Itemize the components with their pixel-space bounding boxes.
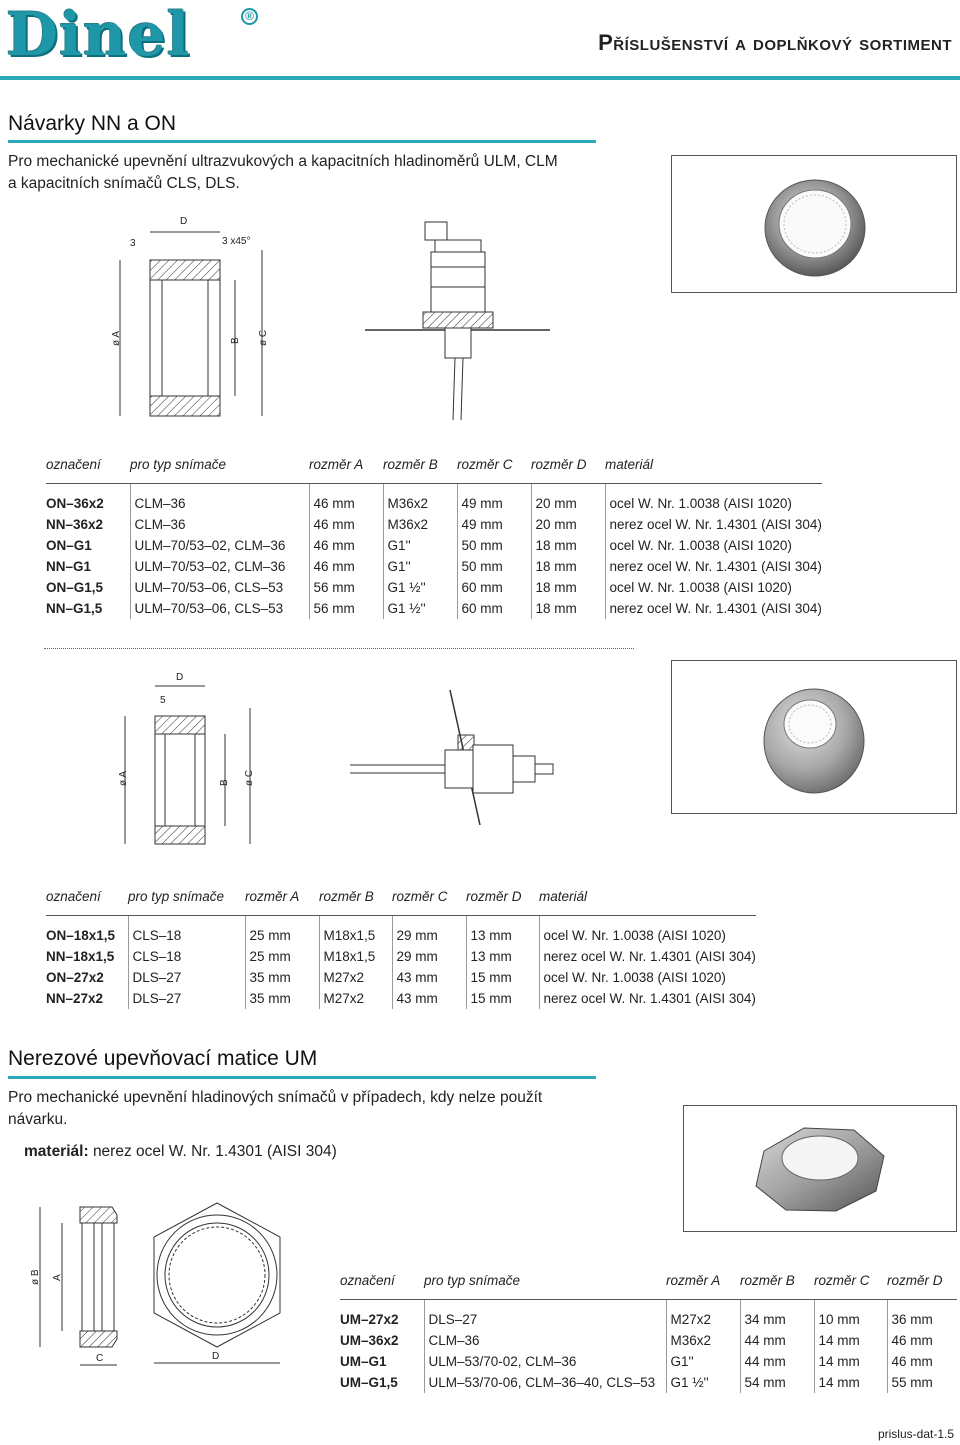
cell-code: ON–G1 — [46, 538, 92, 553]
table-header-row: označení pro typ snímače rozměr A rozměr B rozměr C rozměr D materiál — [46, 884, 756, 916]
cell-code: UM–G1,5 — [340, 1375, 398, 1390]
table-cell: CLS–18 — [128, 916, 245, 947]
table-cell: M27x2 — [319, 967, 392, 988]
table-row — [46, 535, 822, 556]
svg-text:ø C: ø C — [258, 329, 269, 346]
cell-code: NN–G1 — [46, 559, 92, 574]
table-cell: M18x1,5 — [319, 946, 392, 967]
table-cell: DLS–27 — [128, 967, 245, 988]
cell-code: UM–36x2 — [340, 1333, 399, 1348]
footer-code: prislus-dat-1.5 — [877, 1427, 954, 1441]
table-row — [46, 916, 756, 947]
table-cell: 49 mm — [457, 484, 531, 515]
table-cell: 50 mm — [457, 535, 531, 556]
table-navarky-small — [46, 884, 756, 1009]
table-cell: M27x2 — [319, 988, 392, 1009]
nut-top-view-drawing — [140, 1195, 295, 1375]
cell-code: ON–27x2 — [46, 970, 104, 985]
table-cell: G1 ½'' — [666, 1372, 740, 1393]
table-row — [46, 967, 756, 988]
svg-text:3: 3 — [130, 238, 136, 249]
table-row — [340, 1330, 957, 1351]
table-cell: 29 mm — [392, 946, 466, 967]
table-cell: nerez ocel W. Nr. 1.4301 (AISI 304) — [539, 946, 756, 967]
table-cell: 25 mm — [245, 916, 319, 947]
svg-text:5: 5 — [160, 695, 166, 706]
svg-text:B: B — [230, 337, 241, 344]
svg-text:ø A: ø A — [118, 770, 129, 786]
table-cell: nerez ocel W. Nr. 1.4301 (AISI 304) — [605, 598, 822, 619]
table-header-row: označení pro typ snímače rozměr A rozměr B rozměr C rozměr D — [340, 1268, 957, 1300]
table-cell: 46 mm — [887, 1351, 957, 1372]
table-cell: 36 mm — [887, 1300, 957, 1331]
table-cell: 35 mm — [245, 967, 319, 988]
weld-ring-small-drawing — [100, 668, 300, 860]
table-row — [46, 484, 822, 515]
cell-code: ON–18x1,5 — [46, 928, 116, 943]
svg-text:A: A — [52, 1274, 63, 1281]
small-weld-ring-photo-icon — [672, 661, 956, 813]
weld-ring-section-drawing — [100, 210, 300, 430]
svg-text:D: D — [212, 1351, 220, 1362]
table-cell: nerez ocel W. Nr. 1.4301 (AISI 304) — [605, 514, 822, 535]
nut-section-drawing — [20, 1195, 130, 1385]
table-cell: ocel W. Nr. 1.0038 (AISI 1020) — [605, 577, 822, 598]
table-cell: 60 mm — [457, 577, 531, 598]
sensor-mount-drawing — [365, 212, 550, 427]
table-cell: 18 mm — [531, 535, 605, 556]
table-cell: 25 mm — [245, 946, 319, 967]
sensor-side-mount-drawing — [350, 690, 565, 825]
cell-code: NN–G1,5 — [46, 601, 103, 616]
table-row — [46, 556, 822, 577]
svg-text:D: D — [176, 672, 184, 683]
table-cell: 35 mm — [245, 988, 319, 1009]
table-cell: M36x2 — [666, 1330, 740, 1351]
section-description: Pro mechanické upevnění ultrazvukových a kapacitních hladinoměrů ULM, CLM a kapacitních snímačů CLS, DLS. — [8, 153, 558, 192]
table-row — [340, 1300, 957, 1331]
table-cell: DLS–27 — [128, 988, 245, 1009]
table-cell: 20 mm — [531, 484, 605, 515]
table-row — [340, 1372, 957, 1393]
table-row — [340, 1351, 957, 1372]
table-cell: nerez ocel W. Nr. 1.4301 (AISI 304) — [605, 556, 822, 577]
cell-code: ON–G1,5 — [46, 580, 104, 595]
table-cell: CLM–36 — [130, 514, 309, 535]
table-cell: G1'' — [383, 535, 457, 556]
table-cell: 29 mm — [392, 916, 466, 947]
section-description: Pro mechanické upevnění hladinových snímačů v případech, kdy nelze použít návarku. — [8, 1089, 543, 1128]
table-cell: ULM–53/70-02, CLM–36 — [424, 1351, 666, 1372]
svg-text:C: C — [96, 1353, 104, 1364]
table-cell: 46 mm — [309, 556, 383, 577]
table-cell: DLS–27 — [424, 1300, 666, 1331]
table-cell: 46 mm — [887, 1330, 957, 1351]
table-cell: G1 ½'' — [383, 598, 457, 619]
svg-text:B: B — [219, 779, 230, 786]
section-title-matice: Nerezové upevňovací matice UM — [8, 1047, 318, 1070]
table-cell: ocel W. Nr. 1.0038 (AISI 1020) — [605, 484, 822, 515]
table-cell: 43 mm — [392, 967, 466, 988]
page-title: Příslušenství a doplňkový sortiment — [598, 30, 952, 55]
table-cell: M18x1,5 — [319, 916, 392, 947]
registered-mark: ® — [241, 8, 258, 25]
table-cell: 14 mm — [814, 1351, 887, 1372]
table-cell: CLM–36 — [130, 484, 309, 515]
table-cell: 56 mm — [309, 598, 383, 619]
table-cell: 10 mm — [814, 1300, 887, 1331]
table-cell: 44 mm — [740, 1330, 814, 1351]
table-cell: M27x2 — [666, 1300, 740, 1331]
table-cell: 15 mm — [466, 967, 539, 988]
dinel-logo: Dinel — [6, 0, 191, 70]
table-cell: M36x2 — [383, 484, 457, 515]
table-cell: ULM–70/53–02, CLM–36 — [130, 535, 309, 556]
table-header-row: označení pro typ snímače rozměr A rozměr B rozměr C rozměr D materiál — [46, 452, 822, 484]
table-navarky-nn-on — [46, 452, 822, 619]
table-cell: ocel W. Nr. 1.0038 (AISI 1020) — [605, 535, 822, 556]
table-cell: 46 mm — [309, 514, 383, 535]
table-cell: ULM–70/53–06, CLS–53 — [130, 577, 309, 598]
section-underline — [8, 1076, 596, 1079]
cell-code: NN–36x2 — [46, 517, 104, 532]
cell-code: NN–18x1,5 — [46, 949, 115, 964]
svg-text:D: D — [180, 216, 188, 227]
table-row — [46, 514, 822, 535]
table-cell: 46 mm — [309, 484, 383, 515]
table-cell: 20 mm — [531, 514, 605, 535]
table-row — [46, 988, 756, 1009]
photo-nut — [683, 1105, 957, 1232]
cell-code: UM–27x2 — [340, 1312, 399, 1327]
svg-text:ø C: ø C — [244, 769, 255, 786]
section-underline — [8, 140, 596, 143]
table-cell: M36x2 — [383, 514, 457, 535]
table-cell: 54 mm — [740, 1372, 814, 1393]
table-cell: G1'' — [383, 556, 457, 577]
table-cell: 18 mm — [531, 577, 605, 598]
table-cell: 15 mm — [466, 988, 539, 1009]
table-cell: 34 mm — [740, 1300, 814, 1331]
table-cell: 60 mm — [457, 598, 531, 619]
table-cell: 18 mm — [531, 598, 605, 619]
section-dotted-divider — [44, 648, 634, 649]
table-row — [46, 946, 756, 967]
table-matice-um — [340, 1268, 957, 1393]
table-cell: G1 ½'' — [383, 577, 457, 598]
cell-code: UM–G1 — [340, 1354, 387, 1369]
table-cell: 13 mm — [466, 916, 539, 947]
table-cell: 55 mm — [887, 1372, 957, 1393]
material-line: materiál: nerez ocel W. Nr. 1.4301 (AISI 304) — [24, 1143, 337, 1160]
photo-weld-ring — [671, 155, 957, 293]
table-cell: ULM–53/70-06, CLM–36–40, CLS–53 — [424, 1372, 666, 1393]
cell-code: NN–27x2 — [46, 991, 104, 1006]
svg-text:3 x45°: 3 x45° — [222, 236, 251, 247]
table-row — [46, 598, 822, 619]
photo-small-weld-ring — [671, 660, 957, 814]
table-cell: 44 mm — [740, 1351, 814, 1372]
table-cell: CLM–36 — [424, 1330, 666, 1351]
section-title-navarky: Návarky NN a ON — [8, 112, 177, 135]
svg-text:ø B: ø B — [30, 1269, 41, 1285]
table-cell: 18 mm — [531, 556, 605, 577]
table-cell: 49 mm — [457, 514, 531, 535]
table-cell: CLS–18 — [128, 946, 245, 967]
table-cell: 14 mm — [814, 1330, 887, 1351]
cell-code: ON–36x2 — [46, 496, 104, 511]
table-cell: 43 mm — [392, 988, 466, 1009]
table-cell: 13 mm — [466, 946, 539, 967]
hex-nut-photo-icon — [684, 1106, 956, 1231]
table-cell: ocel W. Nr. 1.0038 (AISI 1020) — [539, 916, 756, 947]
table-row — [46, 577, 822, 598]
svg-text:ø A: ø A — [111, 330, 122, 346]
table-cell: ULM–70/53–02, CLM–36 — [130, 556, 309, 577]
table-cell: 14 mm — [814, 1372, 887, 1393]
header-divider — [0, 76, 960, 80]
table-cell: nerez ocel W. Nr. 1.4301 (AISI 304) — [539, 988, 756, 1009]
table-cell: 56 mm — [309, 577, 383, 598]
table-cell: 46 mm — [309, 535, 383, 556]
weld-ring-photo-icon — [672, 156, 956, 292]
table-cell: ocel W. Nr. 1.0038 (AISI 1020) — [539, 967, 756, 988]
table-cell: G1'' — [666, 1351, 740, 1372]
table-cell: ULM–70/53–06, CLS–53 — [130, 598, 309, 619]
table-cell: 50 mm — [457, 556, 531, 577]
